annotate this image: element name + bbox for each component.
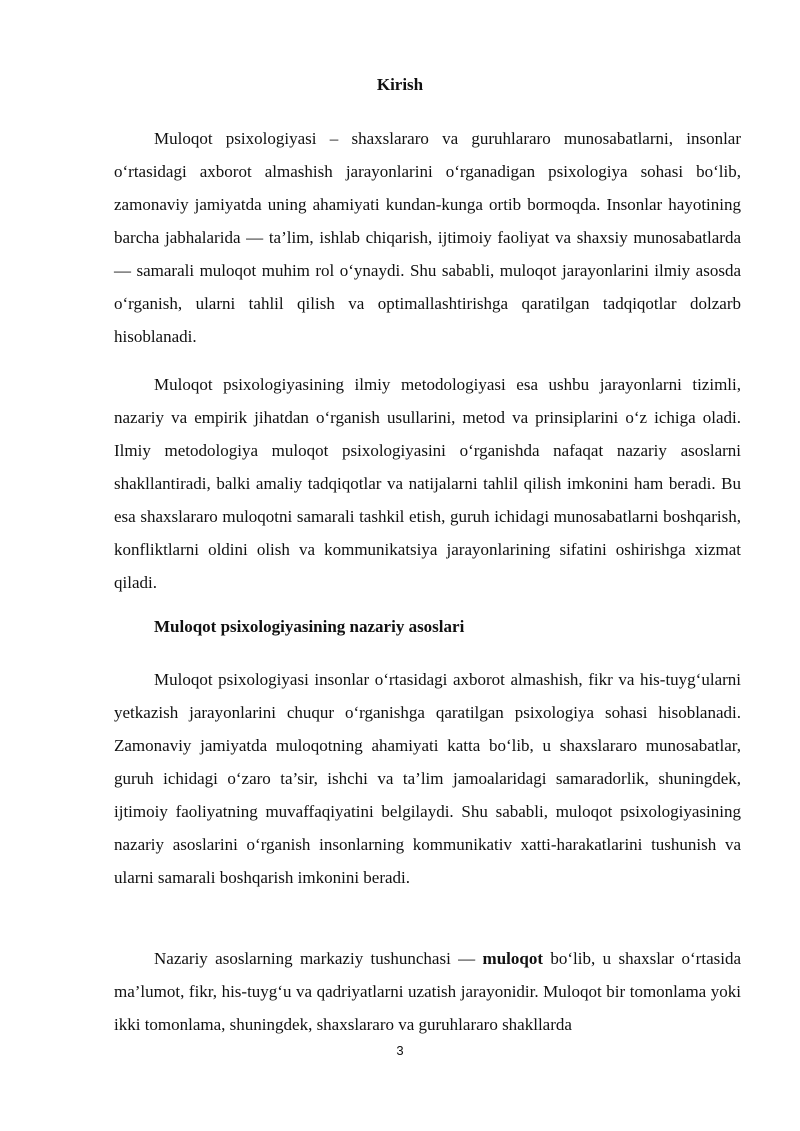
intro-paragraph-1: Muloqot psixologiyasi – shaxslararo va guruhlararo munosabatlarni, insonlar o‘rtasidagi axborot almashish jarayonlarini o‘rganadigan psixologiya sohasi bo‘lib, zamonaviy jamiyatda uning ahamiyati kundan-kunga ortib bormoqda. Insonlar hayotining barcha jabhalarida — ta’lim, ishlab chiqarish, ijtimoiy faoliyat va shaxsiy munosabatlarda — samarali muloqot muhim rol o‘ynaydi. Shu sababli, muloqot jarayonlarini ilmiy asosda o‘rganish, ularni tahlil qilish va optimallashtirishga qaratilgan tadqiqotlar dolzarb hisoblanadi. [114, 129, 741, 346]
paragraph-text-before-term: Nazariy asoslarning markaziy tushunchasi — [154, 949, 483, 968]
section-paragraph-2 [114, 942, 741, 1041]
bold-term: muloqot [482, 949, 544, 968]
page-title: Kirish [376, 75, 424, 94]
intro-paragraph-2: Muloqot psixologiyasining ilmiy metodologiyasi esa ushbu jarayonlarni tizimli, nazariy va empirik jihatdan o‘rganish usullarini, metod va prinsiplarini o‘z ichiga oladi. Ilmiy metodologiya muloqot psixologiyasini o‘rganishda nafaqat nazariy asoslarni shakllantiradi, balki amaliy tadqiqotlar va natijalarni tahlil qilish imkonini ham beradi. Bu esa shaxslararo muloqotni samarali tashkil etish, guruh ichidagi munosabatlarni boshqarish, konfliktlarni oldini olish va kommunikatsiya jarayonlarining sifatini oshirishga xizmat qiladi. [114, 375, 741, 592]
section-heading: Muloqot psixologiyasining nazariy asoslari [154, 617, 465, 636]
section-paragraph-1: Muloqot psixologiyasi insonlar o‘rtasidagi axborot almashish, fikr va his-tuyg‘ularni yetkazish jarayonlarini chuqur o‘rganishga qaratilgan psixologiya sohasi hisoblanadi. Zamonaviy jamiyatda muloqotning ahamiyati katta bo‘lib, u shaxslararo munosabatlar, guruh ichidagi o‘zaro ta’sir, ishchi va ta’lim jamoalaridagi samaradorlik, shuningdek, ijtimoiy faoliyatning muvaffaqiyatini belgilaydi. Shu sababli, muloqot psixologiyasining nazariy asoslarini o‘rganish insonlarning kommunikativ xatti-harakatlarini tushunish va ularni samarali boshqarish imkonini beradi. [114, 670, 741, 887]
paragraph-text-after-term: bo‘lib, u shaxslar o‘rtasida ma’lumot, fikr, his-tuyg‘u va qadriyatlarni uzatish jarayonidir. Muloqot bir tomonlama yoki ikki tomonlama, shuningdek, shaxslararo va guruhlararo shakllarda [114, 949, 741, 1034]
page-number: 3 [396, 1043, 404, 1058]
